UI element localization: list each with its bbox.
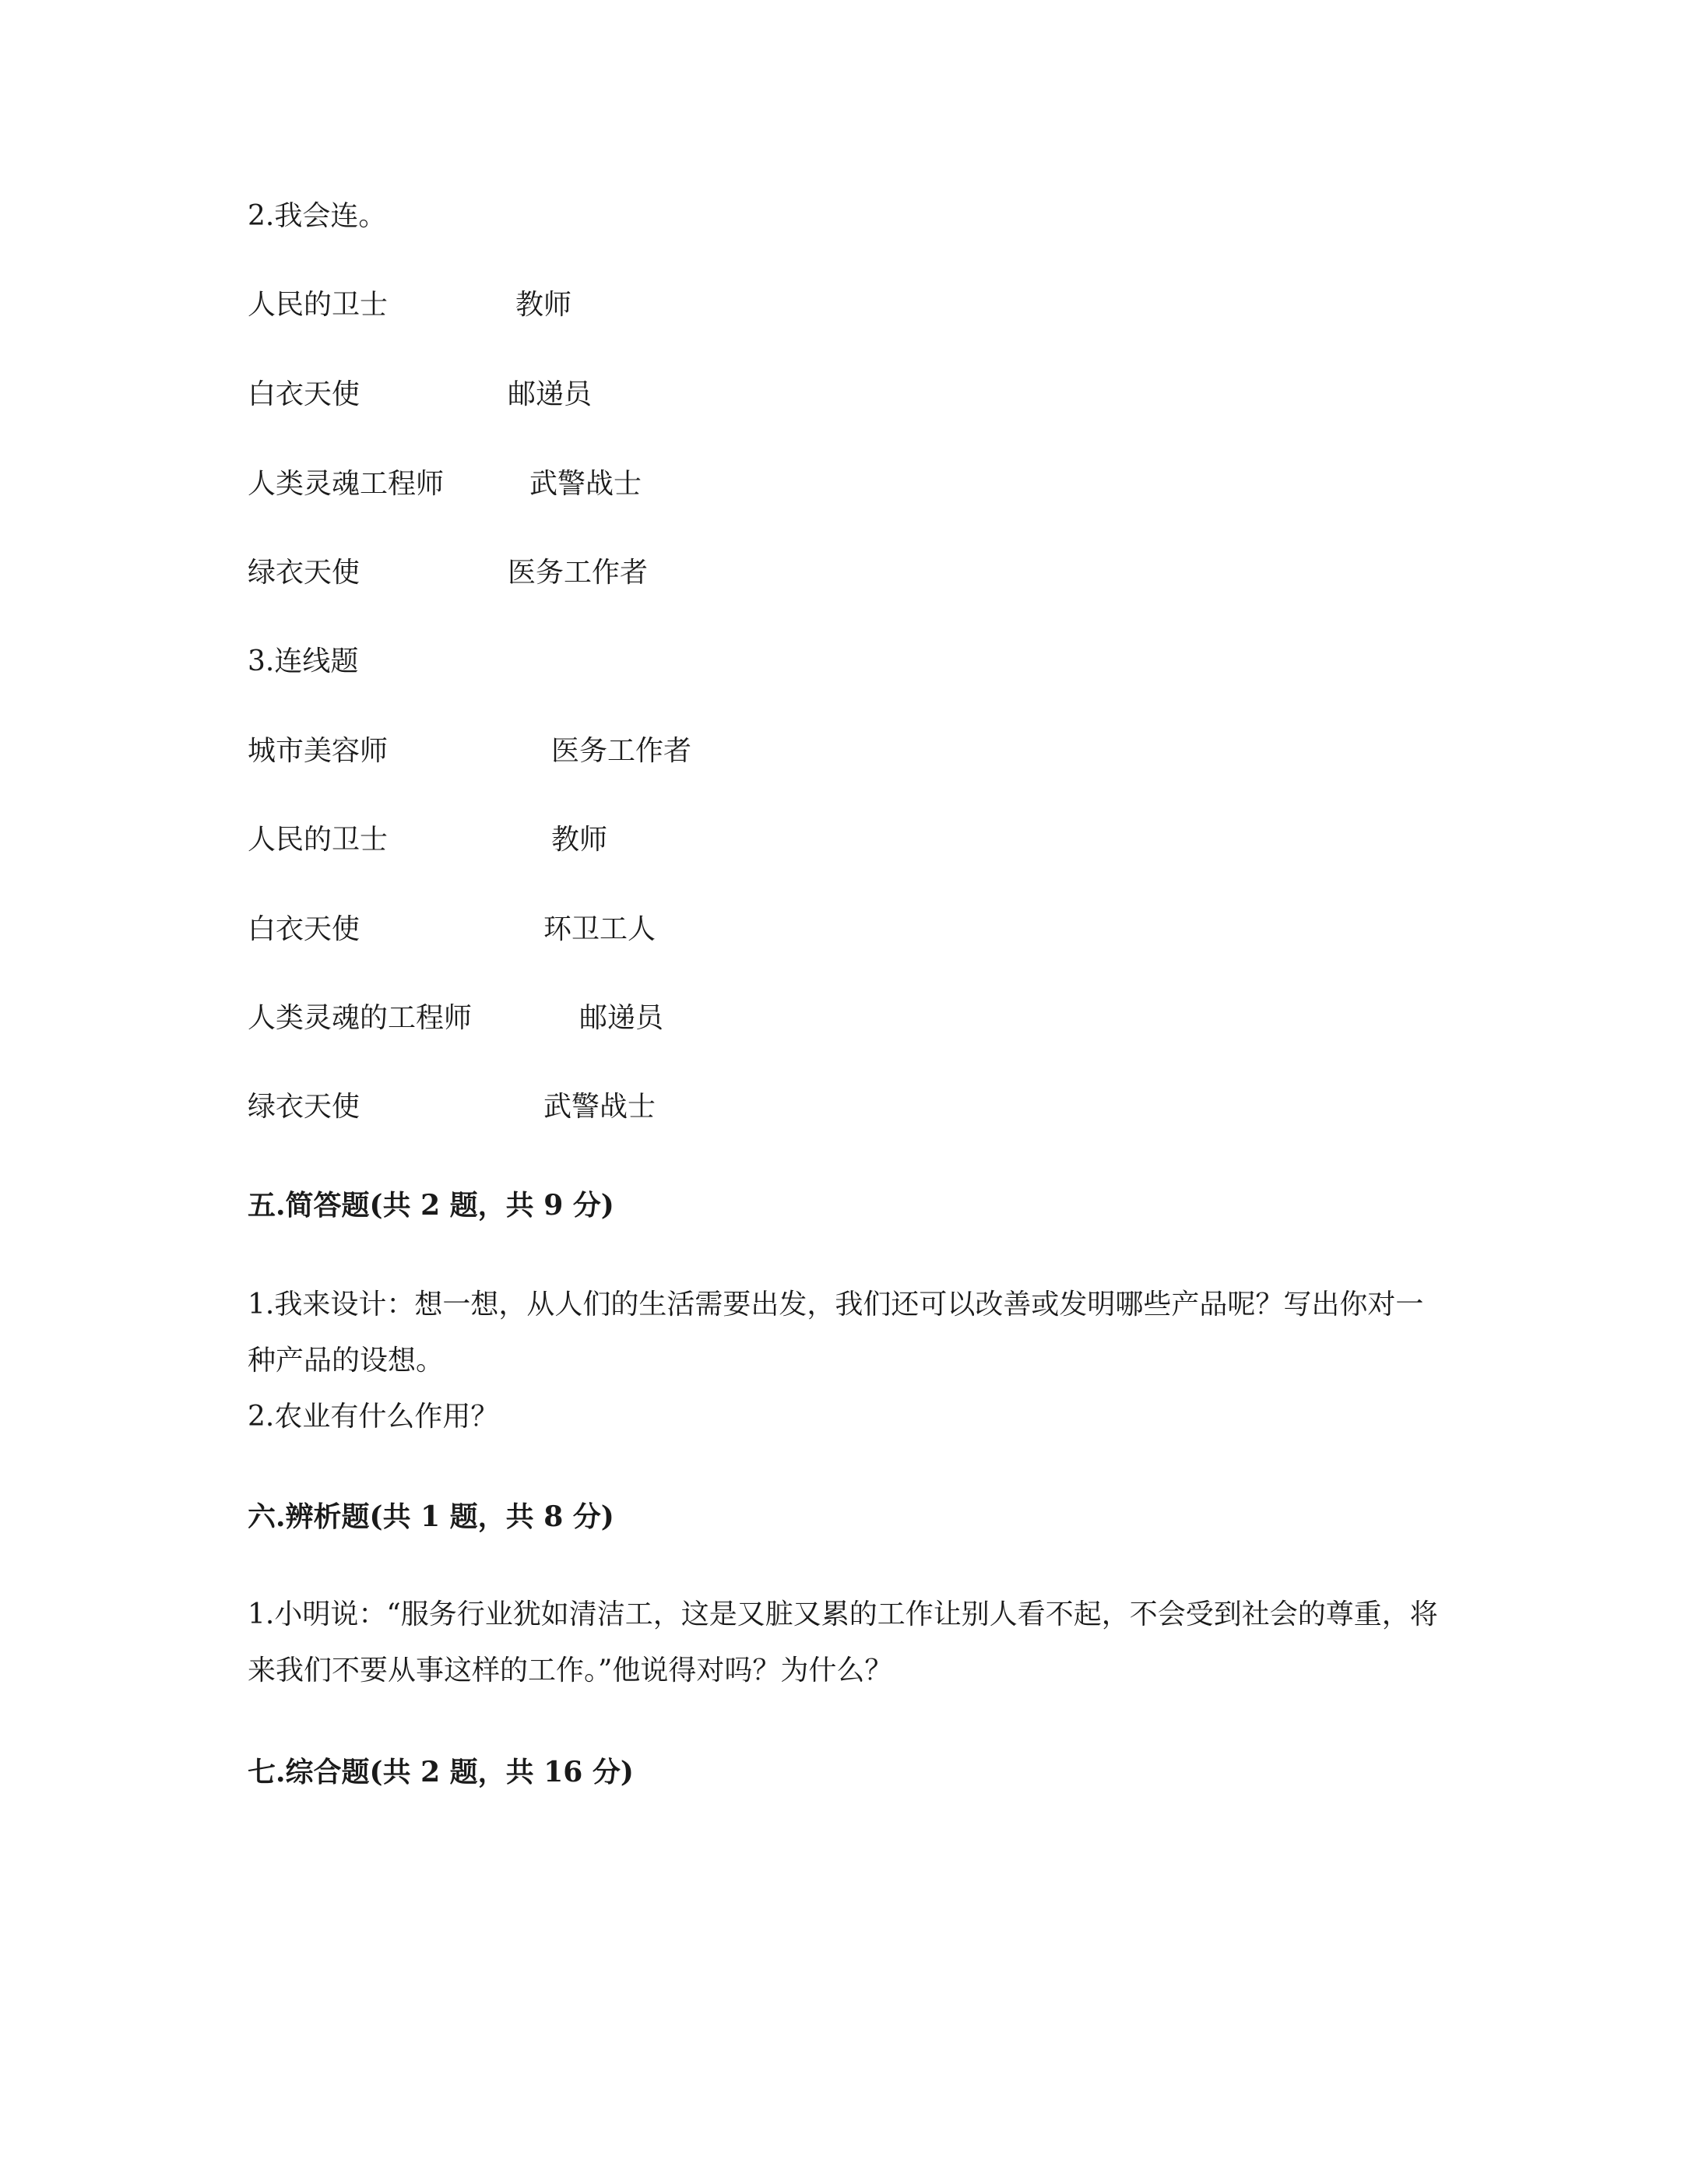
q3-pair-2 (248, 823, 1415, 857)
q3-pair-3-left: 白衣天使 (248, 913, 360, 945)
q2-pair-2 (248, 378, 1415, 412)
q3-pair-4 (248, 1001, 1415, 1036)
section-6-question-1: 1.小明说：“服务行业犹如清洁工，这是又脏又累的工作让别人看不起，不会受到社会的尊重，将来我们不要从事这样的工作。”他说得对吗？为什么？ (248, 1598, 1438, 1686)
q3-pair-5-left: 绿衣天使 (248, 1091, 360, 1123)
q3-pair-2-right: 教师 (551, 824, 608, 856)
section-6-heading: 六.辨析题(共 1 题，共 8 分) (248, 1500, 614, 1533)
q3-pair-4-right: 邮递员 (579, 1002, 664, 1034)
q2-pair-1-right: 教师 (515, 289, 572, 321)
q2-pair-3 (248, 467, 1415, 501)
q3-pair-1-left: 城市美容师 (248, 735, 389, 767)
q2-pair-4-right: 医务工作者 (508, 557, 649, 589)
section-7-heading: 七.综合题(共 2 题，共 16 分) (248, 1756, 634, 1788)
q2-pair-2-left: 白衣天使 (248, 378, 360, 410)
section-5-question-2: 2.农业有什么作用？ (248, 1401, 499, 1433)
q3-pair-4-left: 人类灵魂的工程师 (248, 1002, 473, 1034)
q2-pair-4-left: 绿衣天使 (248, 557, 360, 589)
q2-pair-2-right: 邮递员 (508, 378, 593, 410)
q3-pair-1 (248, 734, 1415, 768)
section-5-heading: 五.简答题(共 2 题，共 9 分) (248, 1189, 614, 1222)
q3-pair-2-left: 人民的卫士 (248, 824, 389, 856)
q2-pair-3-left: 人类灵魂工程师 (248, 468, 445, 500)
q3-pair-5-right: 武警战士 (543, 1091, 656, 1123)
q3-title: 3.连线题 (248, 645, 359, 677)
q2-title: 2.我会连。 (248, 200, 387, 232)
q3-pair-1-right: 医务工作者 (551, 735, 692, 767)
q3-pair-5 (248, 1090, 1415, 1124)
q2-pair-3-right: 武警战士 (529, 468, 642, 500)
section-5-question-1: 1.我来设计：想一想，从人们的生活需要出发，我们还可以改善或发明哪些产品呢？写出你对一种产品的设想。 (248, 1289, 1424, 1377)
q2-pair-1 (248, 288, 1415, 322)
q2-pair-1-left: 人民的卫士 (248, 289, 389, 321)
q2-pair-4 (248, 556, 1415, 590)
q3-pair-3 (248, 913, 1415, 947)
q3-pair-3-right: 环卫工人 (543, 913, 656, 945)
